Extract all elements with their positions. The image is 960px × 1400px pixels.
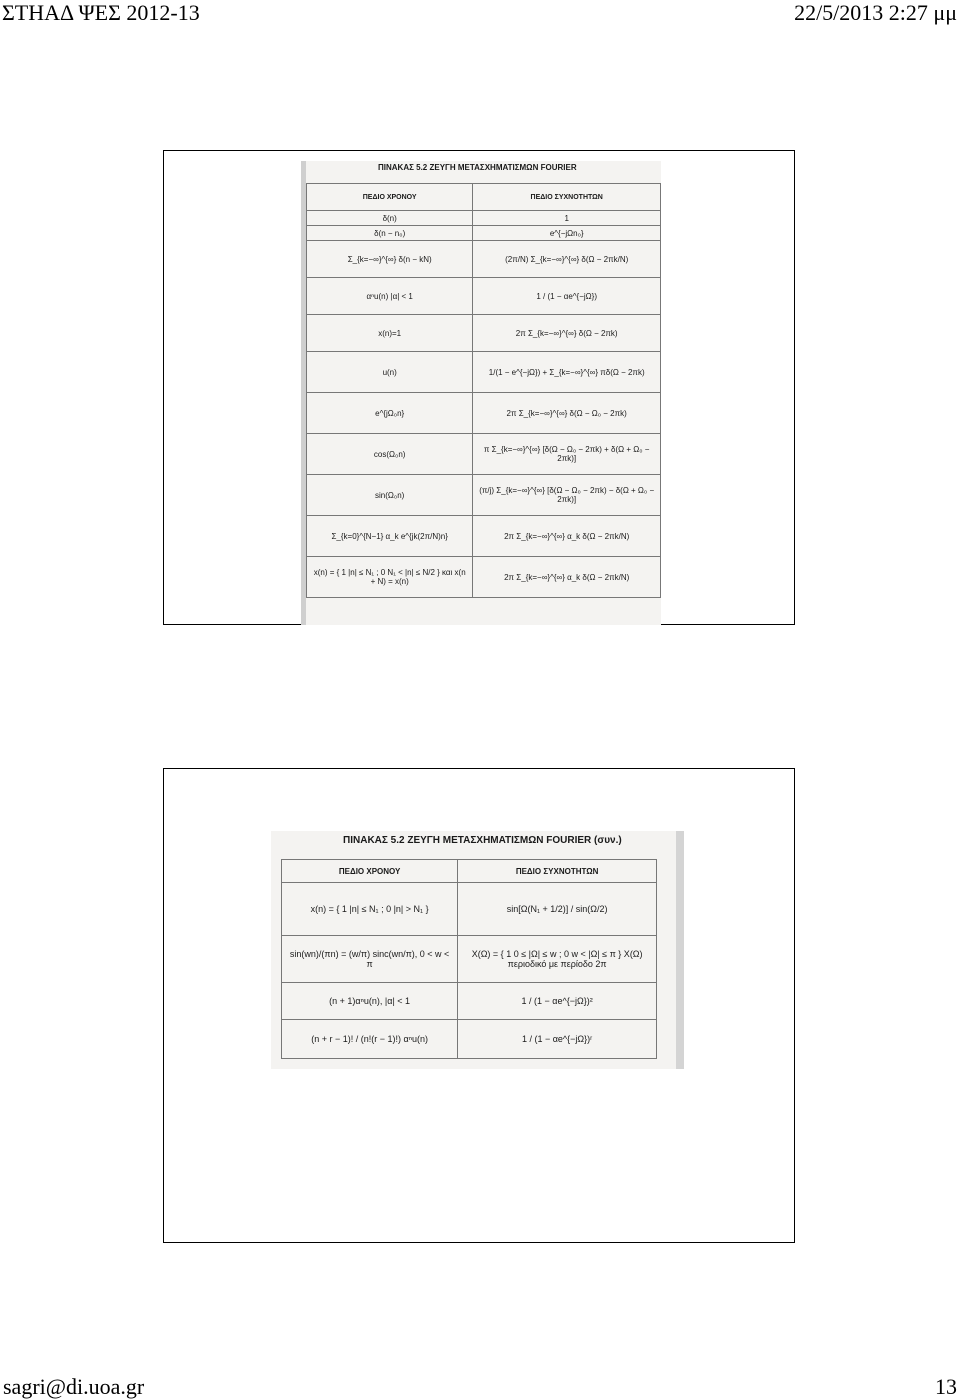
time-domain-cell: e^{jΩ₀n} — [307, 393, 473, 434]
frequency-domain-cell: 1 / (1 − αe^{−jΩ})ʳ — [458, 1020, 657, 1059]
table-row — [282, 936, 657, 983]
time-domain-cell: δ(n − n₀) — [307, 226, 473, 241]
time-domain-cell: x(n) = { 1 |n| ≤ N₁ ; 0 |n| > N₁ } — [282, 883, 458, 936]
table-row — [307, 315, 661, 352]
frequency-domain-cell: (2π/N) Σ_{k=−∞}^{∞} δ(Ω − 2πk/N) — [473, 241, 661, 278]
table-row — [307, 352, 661, 393]
table-row — [307, 516, 661, 557]
time-domain-cell: sin(wn)/(πn) = (w/π) sinc(wn/π), 0 < w < π — [282, 936, 458, 983]
table-caption: ΠΙΝΑΚΑΣ 5.2 ΖΕΥΓΗ ΜΕΤΑΣΧΗΜΑΤΙΣΜΩΝ FOURIER — [378, 163, 577, 172]
table-row — [307, 557, 661, 598]
column-header-frequency: ΠΕΔΙΟ ΣΥΧΝΟΤΗΤΩΝ — [473, 184, 661, 211]
table-row — [282, 883, 657, 936]
column-header-time: ΠΕΔΙΟ ΧΡΟΝΟΥ — [282, 860, 458, 883]
frequency-domain-cell: X(Ω) = { 1 0 ≤ |Ω| ≤ w ; 0 w < |Ω| ≤ π } X(Ω) περιοδικό με περίοδο 2π — [458, 936, 657, 983]
fourier-pairs-table-continued — [281, 859, 657, 1059]
table-row — [282, 983, 657, 1020]
time-domain-cell: δ(n) — [307, 211, 473, 226]
frequency-domain-cell: 1 / (1 − αe^{−jΩ}) — [473, 278, 661, 315]
time-domain-cell: sin(Ω₀n) — [307, 475, 473, 516]
footer-email: sagri@di.uoa.gr — [3, 1374, 145, 1399]
table-caption: ΠΙΝΑΚΑΣ 5.2 ΖΕΥΓΗ ΜΕΤΑΣΧΗΜΑΤΙΣΜΩΝ FOURIER (συν.) — [343, 835, 622, 846]
time-domain-cell: u(n) — [307, 352, 473, 393]
table-row — [307, 475, 661, 516]
time-domain-cell: (n + r − 1)! / (n!(r − 1)!) αⁿu(n) — [282, 1020, 458, 1059]
scanned-table-image — [301, 161, 661, 625]
table-row — [282, 1020, 657, 1059]
header-datetime: 22/5/2013 2:27 μμ — [794, 0, 957, 25]
time-domain-cell: (n + 1)αⁿu(n), |α| < 1 — [282, 983, 458, 1020]
frequency-domain-cell: 1 — [473, 211, 661, 226]
frequency-domain-cell: π Σ_{k=−∞}^{∞} [δ(Ω − Ω₀ − 2πk) + δ(Ω + Ω₀ − 2πk)] — [473, 434, 661, 475]
frequency-domain-cell: e^{−jΩn₀} — [473, 226, 661, 241]
time-domain-cell: Σ_{k=−∞}^{∞} δ(n − kN) — [307, 241, 473, 278]
table-body — [307, 211, 661, 598]
frequency-domain-cell: (π/j) Σ_{k=−∞}^{∞} [δ(Ω − Ω₀ − 2πk) − δ(Ω + Ω₀ − 2πk)] — [473, 475, 661, 516]
time-domain-cell: cos(Ω₀n) — [307, 434, 473, 475]
frequency-domain-cell: 2π Σ_{k=−∞}^{∞} δ(Ω − 2πk) — [473, 315, 661, 352]
table-row — [307, 241, 661, 278]
header-course-title: ΣΤΗΑΔ ΨΕΣ 2012-13 — [2, 0, 200, 25]
table-body — [282, 883, 657, 1059]
frequency-domain-cell: 2π Σ_{k=−∞}^{∞} α_k δ(Ω − 2πk/N) — [473, 516, 661, 557]
time-domain-cell: x(n)=1 — [307, 315, 473, 352]
table-row — [307, 226, 661, 241]
scanned-table-image — [271, 831, 684, 1069]
column-header-frequency: ΠΕΔΙΟ ΣΥΧΝΟΤΗΤΩΝ — [458, 860, 657, 883]
table-row — [307, 211, 661, 226]
time-domain-cell: Σ_{k=0}^{N−1} α_k e^{jk(2π/N)n} — [307, 516, 473, 557]
slide-dtft-table-2 — [163, 768, 795, 1243]
frequency-domain-cell: 1/(1 − e^{−jΩ}) + Σ_{k=−∞}^{∞} πδ(Ω − 2πk) — [473, 352, 661, 393]
slide-dtft-table-1 — [163, 150, 795, 625]
fourier-pairs-table — [306, 183, 661, 598]
frequency-domain-cell: 2π Σ_{k=−∞}^{∞} α_k δ(Ω − 2πk/N) — [473, 557, 661, 598]
frequency-domain-cell: 2π Σ_{k=−∞}^{∞} δ(Ω − Ω₀ − 2πk) — [473, 393, 661, 434]
page-number: 13 — [935, 1374, 957, 1399]
time-domain-cell: x(n) = { 1 |n| ≤ N₁ ; 0 N₁ < |n| ≤ N/2 } και x(n + N) = x(n) — [307, 557, 473, 598]
table-row — [307, 393, 661, 434]
time-domain-cell: αⁿu(n) |α| < 1 — [307, 278, 473, 315]
frequency-domain-cell: sin[Ω(N₁ + 1/2)] / sin(Ω/2) — [458, 883, 657, 936]
frequency-domain-cell: 1 / (1 − αe^{−jΩ})² — [458, 983, 657, 1020]
table-row — [307, 278, 661, 315]
table-row — [307, 434, 661, 475]
column-header-time: ΠΕΔΙΟ ΧΡΟΝΟΥ — [307, 184, 473, 211]
